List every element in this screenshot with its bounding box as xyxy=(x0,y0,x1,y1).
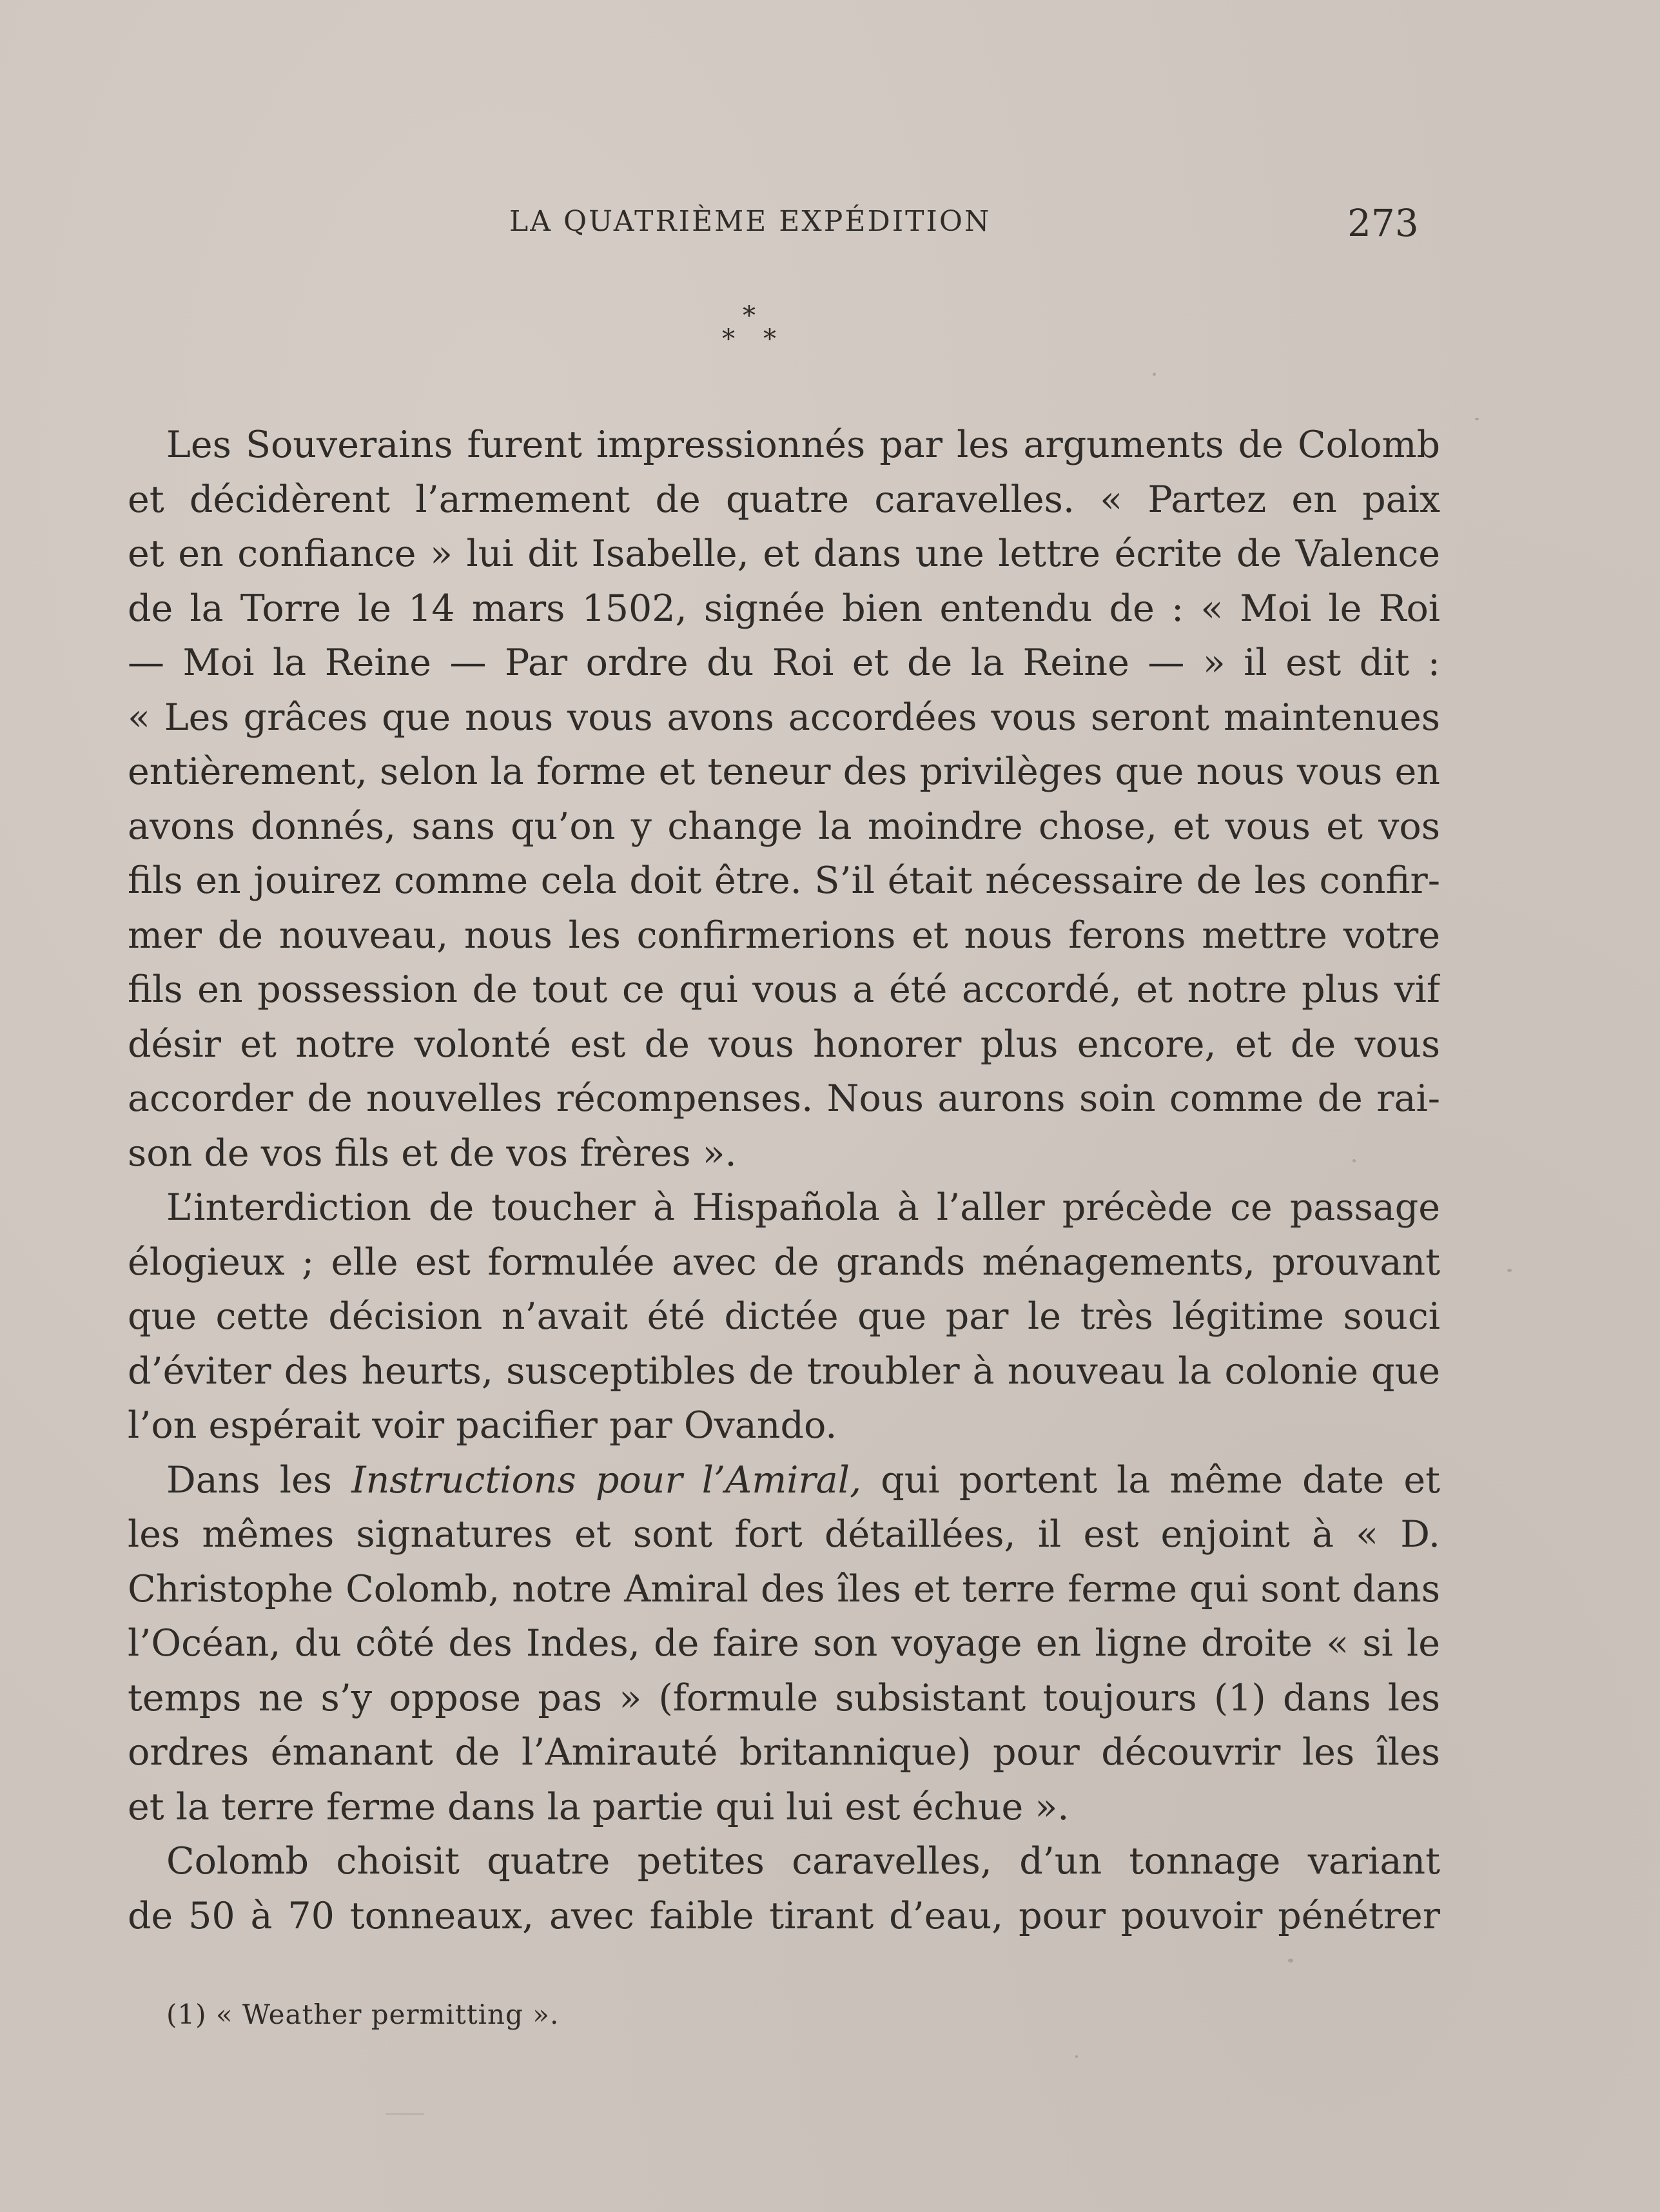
asterisk-top: * xyxy=(743,301,756,331)
footnote: (1) « Weather permitting ». xyxy=(166,1999,560,2030)
body-text xyxy=(128,418,1440,1943)
paper-speck xyxy=(1075,2055,1078,2058)
paper-speck xyxy=(1288,1959,1293,1962)
asterisk-left: * xyxy=(722,324,735,354)
text-line: ordres émanant de l’Amirauté britannique) pour découvrir les îles xyxy=(128,1731,1440,1774)
text-line: et la terre ferme dans la partie qui lui est échue ». xyxy=(128,1785,1069,1828)
running-title: LA QUATRIÈME EXPÉDITION xyxy=(509,205,991,238)
text-line: entièrement, selon la forme et teneur des privilèges que nous vous en xyxy=(128,750,1440,793)
text-line: l’Océan, du côté des Indes, de faire son voyage en ligne droite « si le xyxy=(128,1622,1440,1665)
text-line: « Les grâces que nous vous avons accordées vous seront maintenues xyxy=(128,696,1440,739)
text-line: l’on espérait voir pacifier par Ovando. xyxy=(128,1404,837,1447)
text-line: Les Souverains furent impressionnés par les arguments de Colomb xyxy=(166,424,1440,466)
text-line: fils en possession de tout ce qui vous a été accordé, et notre plus vif xyxy=(128,968,1440,1011)
asterisk-right: * xyxy=(763,324,776,354)
text-line: fils en jouirez comme cela doit être. S’il était nécessaire de les confir- xyxy=(128,859,1440,902)
text-line: élogieux ; elle est formulée avec de grands ménagements, prouvant xyxy=(128,1240,1440,1284)
paper-speck xyxy=(386,2113,424,2115)
text-line: accorder de nouvelles récompenses. Nous aurons soin comme de rai- xyxy=(128,1077,1440,1120)
text-line: de la Torre le 14 mars 1502, signée bien entendu de : « Moi le Roi xyxy=(128,587,1440,630)
text-line: avons donnés, sans qu’on y change la moindre chose, et vous et vos xyxy=(128,805,1440,848)
text-line: — Moi la Reine — Par ordre du Roi et de la Reine — » il est dit : xyxy=(128,641,1440,684)
paper-speck xyxy=(1475,418,1479,420)
italic-title: Instructions pour l’Amiral, xyxy=(351,1458,862,1502)
text-line: que cette décision n’avait été dictée que par le très légitime souci xyxy=(128,1295,1440,1338)
text-line: les mêmes signatures et sont fort détaillées, il est enjoint à « D. xyxy=(128,1513,1440,1556)
text-segment: qui portent la même date et xyxy=(881,1458,1440,1502)
text-line: mer de nouveau, nous les confirmerions et nous ferons mettre votre xyxy=(128,914,1440,957)
text-line: temps ne s’y oppose pas » (formule subsistant toujours (1) dans les xyxy=(128,1676,1440,1719)
text-line: Colomb choisit quatre petites caravelles, d’un tonnage variant xyxy=(166,1840,1440,1883)
text-line: désir et notre volonté est de vous honorer plus encore, et de vous xyxy=(128,1023,1440,1066)
text-line: Christophe Colomb, notre Amiral des îles et terre ferme qui sont dans xyxy=(128,1567,1440,1610)
page-number: 273 xyxy=(1347,201,1419,245)
text-segment: Dans les xyxy=(166,1458,332,1502)
text-line: et en confiance » lui dit Isabelle, et dans une lettre écrite de Valence xyxy=(128,533,1440,575)
text-line: son de vos fils et de vos frères ». xyxy=(128,1131,737,1175)
text-line: L’interdiction de toucher à Hispañola à l’aller précède ce passage xyxy=(166,1186,1440,1229)
text-line: de 50 à 70 tonneaux, avec faible tirant d’eau, pour pouvoir pénétrer xyxy=(128,1894,1440,1937)
text-line: et décidèrent l’armement de quatre caravelles. « Partez en paix xyxy=(128,478,1440,521)
text-line: d’éviter des heurts, susceptibles de troubler à nouveau la colonie que xyxy=(128,1349,1440,1393)
paper-speck xyxy=(1153,373,1156,376)
asterism-separator xyxy=(716,303,786,361)
paper-speck xyxy=(1352,1159,1356,1162)
text-line xyxy=(128,1453,1440,1508)
paper-speck xyxy=(1507,1269,1512,1272)
